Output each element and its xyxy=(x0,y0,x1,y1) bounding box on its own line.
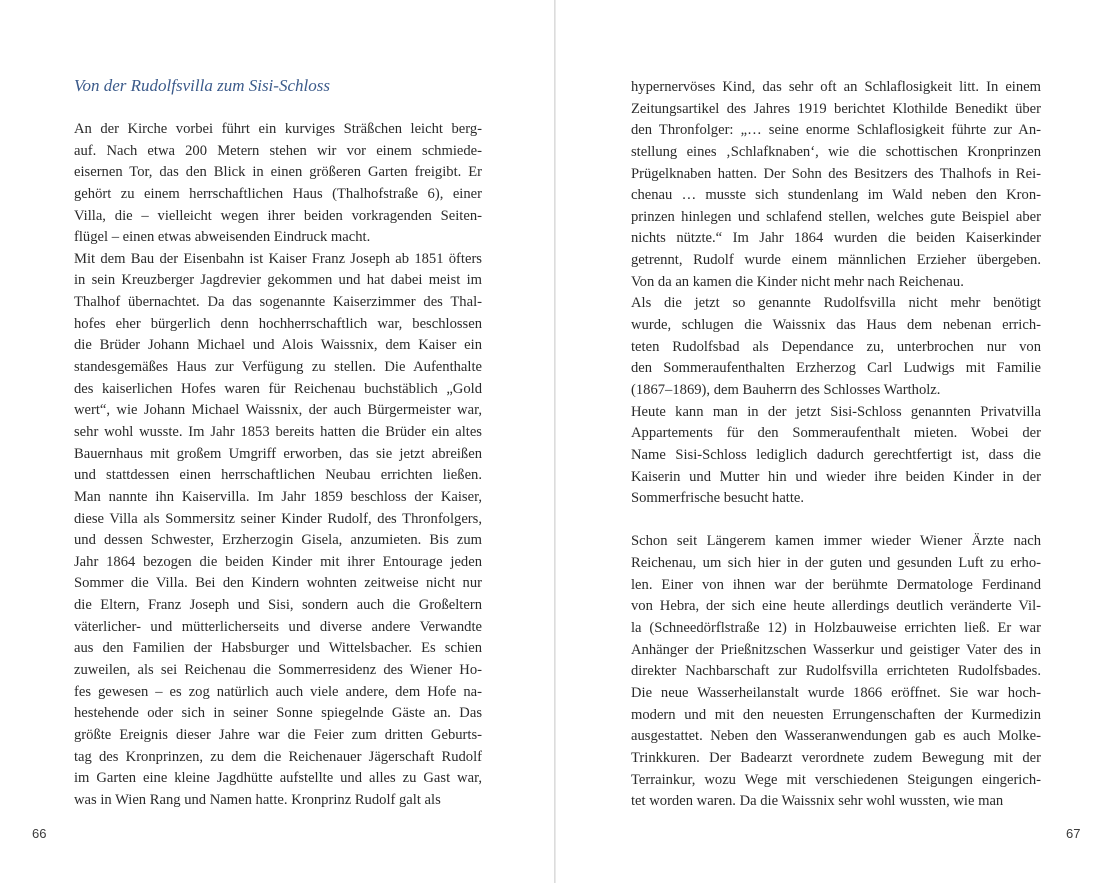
text-line: wurde, schlugen die Waissnix das Haus dem nebenan errich- xyxy=(631,317,1041,334)
text-line: len. Einer von ihnen war der berühmte Dermatologe Ferdinand xyxy=(631,576,1041,593)
text-line: auf. Nach etwa 200 Metern stehen wir vor einem schmiede- xyxy=(74,142,482,159)
text-line: den Sommeraufenthalten Erzherzog Carl Ludwigs mit Familie xyxy=(631,360,1041,377)
text-line: und dessen Schwester, Erzherzogin Gisela, anzumieten. Bis zum xyxy=(74,532,482,549)
left-body-text xyxy=(74,119,482,812)
text-line: und stattdessen einen herrschaftlichen Neubau errichten ließen. xyxy=(74,467,482,484)
text-line: die Brüder Johann Michael und Alois Waissnix, dem Kaiser ein xyxy=(74,337,482,354)
text-line: la (Schneedörflstraße 12) in Holzbauweise errichten ließ. Er war xyxy=(631,620,1041,637)
text-line: nichts nützte.“ Im Jahr 1864 wurden die beiden Kaiserkinder xyxy=(631,230,1041,247)
text-line: flügel – einen etwas abweisenden Eindruck macht. xyxy=(74,229,371,246)
text-line: Appartements für den Sommeraufenthalt mieten. Wobei der xyxy=(631,425,1041,442)
text-line: Zeitungsartikel des Jahres 1919 berichtet Klothilde Benedikt über xyxy=(631,100,1041,117)
text-line: Mit dem Bau der Eisenbahn ist Kaiser Franz Joseph ab 1851 öfters xyxy=(74,250,482,267)
page-number-left: 66 xyxy=(32,826,47,841)
text-line: modern und mit den neuesten Errungenschaften der Kurmedizin xyxy=(631,706,1041,723)
text-line: sehr wohl wusste. Im Jahr 1853 bereits hatten die Brüder ein altes xyxy=(74,423,482,440)
text-line: fes gewesen – es zog natürlich auch viele andere, dem Hofe na- xyxy=(74,683,482,700)
text-line: wert“, wie Johann Michael Waissnix, der auch Bürgermeister war, xyxy=(74,402,482,419)
text-line: tet worden waren. Da die Waissnix sehr wohl wussten, wie man xyxy=(631,793,1004,810)
text-line: diese Villa als Sommersitz seiner Kinder Rudolf, des Thronfolgers, xyxy=(74,510,482,527)
text-line: Villa, die – vielleicht wegen ihrer beiden vorkragenden Seiten- xyxy=(74,207,482,224)
text-line: Schon seit Längerem kamen immer wieder Wiener Ärzte nach xyxy=(631,533,1041,550)
text-line: chenau … musste sich stundenlang im Wald neben den Kron- xyxy=(631,187,1041,204)
text-line: getrennt, Rudolf wurde einem männlichen Erzieher übergeben. xyxy=(631,252,1041,269)
text-line: hestehende oder sich in seiner Sonne spiegelnde Gäste an. Das xyxy=(74,705,482,722)
text-line: stellung eines ‚Schlafknaben‘, wie die schottischen Kronprinzen xyxy=(631,143,1041,160)
text-line: Bauernhaus mit großem Umgriff erworben, das sie jetzt abreißen xyxy=(74,445,482,462)
right-body-text xyxy=(631,77,1041,813)
text-line: standesgemäßes Haus zur Verfügung zu stellen. Die Aufenthalte xyxy=(74,359,482,376)
text-line: größte Ereignis dieser Jahre war die Feier zum dritten Geburts- xyxy=(74,726,482,743)
text-line: direkter Nachbarschaft zur Rudolfsvilla errichteten Rudolfsbades. xyxy=(631,663,1041,680)
text-line: des kaiserlichen Hofes waren für Reichenau buchstäblich „Gold xyxy=(74,380,482,397)
text-line: (1867–1869), dem Bauherrn des Schlosses Wartholz. xyxy=(631,381,941,398)
text-line: aus den Familien der Habsburger und Wittelsbacher. Es schien xyxy=(74,640,482,657)
text-line: Prügelknaben hatten. Der Sohn des Besitzers des Thalhofs in Rei- xyxy=(631,165,1041,182)
text-line: Thalhof übernachtet. Da das sogenannte Kaiserzimmer des Thal- xyxy=(74,294,482,311)
text-line: Reichenau, um sich hier in der guten und gesunden Luft zu erho- xyxy=(631,555,1041,572)
text-line: Terrainkur, wozu Wege mit verschiedenen Steigungen eingerich- xyxy=(631,771,1041,788)
text-line: Die neue Wasserheilanstalt wurde 1866 eröffnet. Sie war hoch- xyxy=(631,684,1041,701)
text-line: hypernervöses Kind, das sehr oft an Schlaflosigkeit litt. In einem xyxy=(631,79,1041,95)
section-heading: Von der Rudolfsvilla zum Sisi-Schloss xyxy=(74,76,330,95)
page-number-right: 67 xyxy=(1066,826,1081,841)
text-line: was in Wien Rang und Namen hatte. Kronprinz Rudolf galt als xyxy=(74,791,441,808)
text-line: ausgestattet. Neben den Wasseranwendungen gab es auch Molke- xyxy=(631,728,1041,745)
text-line: teten Rudolfsbad als Dependance zu, unterbrochen nur von xyxy=(631,338,1041,355)
right-page xyxy=(556,0,1110,883)
text-line: von Hebra, der sich eine heute allerdings deutlich veränderte Vil- xyxy=(631,598,1041,615)
text-line: Trinkkuren. Der Badearzt verordnete zudem Bewegung mit der xyxy=(631,749,1041,766)
text-line: die Eltern, Franz Joseph und Sisi, sondern auch die Großeltern xyxy=(74,597,482,614)
text-line: hofes eher bürgerlich denn hochherrschaftlich war, beschlossen xyxy=(74,315,482,332)
text-line: Kaiserin und Mutter hin und wieder ihre beiden Kinder in der xyxy=(631,468,1041,485)
text-line: den Thronfolger: „… seine enorme Schlaflosigkeit führte zur An- xyxy=(631,122,1041,139)
text-line: Anhänger der Prießnitzschen Wasserkur und geistiger Vater des in xyxy=(631,641,1041,658)
text-line xyxy=(631,510,1041,532)
text-line: Heute kann man in der jetzt Sisi-Schloss genannten Privatvilla xyxy=(631,403,1041,420)
text-line: Name Sisi-Schloss lediglich dadurch gerechtfertigt ist, dass die xyxy=(631,446,1041,463)
left-page xyxy=(0,0,554,883)
text-line: Man nannte ihn Kaiservilla. Im Jahr 1859 beschloss der Kaiser, xyxy=(74,488,482,505)
text-line: väterlicher- und mütterlicherseits und diverse andere Verwandte xyxy=(74,618,482,635)
text-line: tag des Kronprinzen, zu dem die Reichenauer Jägerschaft Rudolf xyxy=(74,748,482,765)
text-line: in sein Kreuzberger Jagdrevier gekommen und hat dabei meist im xyxy=(74,272,482,289)
text-line: eisernen Tor, das den Blick in einen größeren Garten freigibt. Er xyxy=(74,164,482,181)
text-line: im Garten eine kleine Jagdhütte aufstellte und alles zu Gast war, xyxy=(74,770,482,787)
text-line: Sommer die Villa. Bei den Kindern wohnten zeitweise nicht nur xyxy=(74,575,482,592)
text-line: An der Kirche vorbei führt ein kurviges Sträßchen leicht berg- xyxy=(74,121,482,137)
text-line: Als die jetzt so genannte Rudolfsvilla nicht mehr benötigt xyxy=(631,295,1041,312)
text-line: gehört zu einem herrschaftlichen Haus (Thalhofstraße 6), einer xyxy=(74,185,482,202)
text-line: Von da an kamen die Kinder nicht mehr nach Reichenau. xyxy=(631,273,964,290)
text-line: Sommerfrische besucht hatte. xyxy=(631,490,805,507)
text-line: prinzen hinlegen und schlafend stellen, welches gute Beispiel aber xyxy=(631,208,1041,225)
text-line: Jahr 1864 bezogen die beiden Kinder mit ihrer Entourage jeden xyxy=(74,553,482,570)
text-line: zuweilen, als sei Reichenau die Sommerresidenz des Wiener Ho- xyxy=(74,662,482,679)
